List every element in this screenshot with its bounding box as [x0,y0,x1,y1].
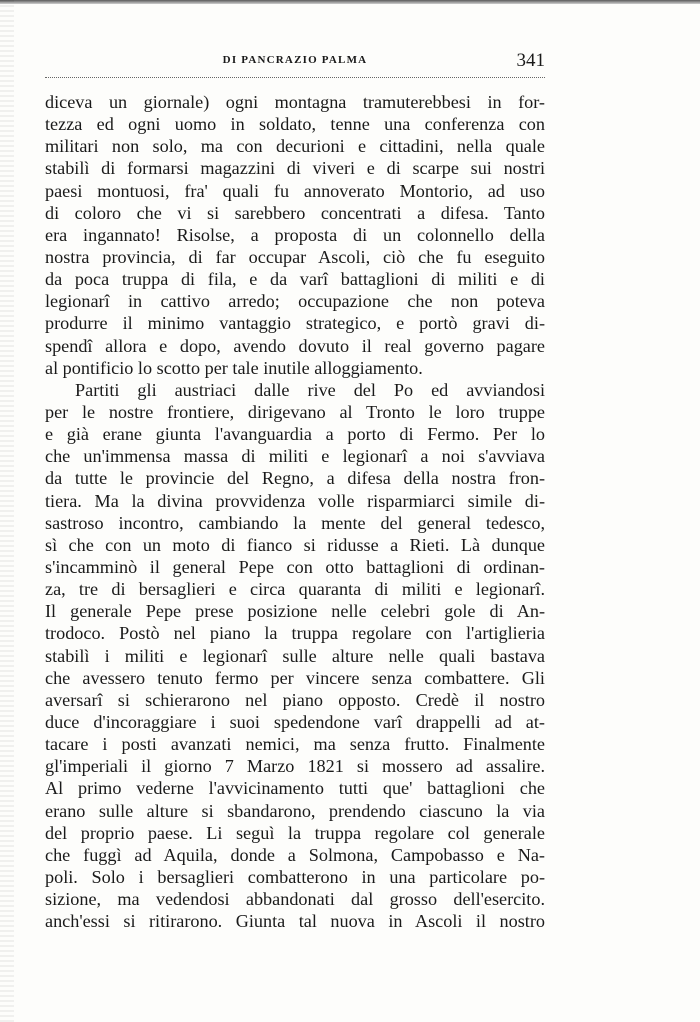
text-line: che fuggì ad Aquila, donde a Solmona, Campobasso e Na- [45,844,545,865]
text-line: gl'imperiali il giorno 7 Marzo 1821 si mossero ad assalire. [45,756,545,777]
text-line: che un'immensa massa di militi e legionarî a noi s'avviava [45,446,545,467]
header-rule [45,77,545,78]
paragraph-2 [45,379,545,933]
text-line: aversarî si schierarono nel piano opposto. Credè il nostro [45,689,545,710]
text-line: poli. Solo i bersaglieri combatterono in una particolare po- [45,866,545,887]
text-line: da tutte le provincie del Regno, a difesa della nostra fron- [45,468,545,489]
text-line: tiera. Ma la divina provvidenza volle risparmiarci simile di- [45,490,545,511]
text-line: sastroso incontro, cambiando la mente del general tedesco, [45,512,545,533]
text-line: tacare i posti avanzati nemici, ma senza frutto. Finalmente [45,734,545,755]
text-line: per le nostre frontiere, dirigevano al Tronto le loro truppe [45,401,545,422]
page-number: 341 [516,50,545,71]
running-title: DI PANCRAZIO PALMA [222,54,368,66]
text-line: anch'essi si ritirarono. Giunta tal nuova in Ascoli il nostro [45,911,545,932]
body-text [45,91,545,932]
text-line: stabilì di formarsi magazzini di viveri e di scarpe sui nostri [45,158,545,179]
text-line: trodoco. Postò nel piano la truppa regolare con l'artiglieria [45,623,545,644]
text-line: Partiti gli austriaci dalle rive del Po ed avviandosi [75,379,545,400]
text-line: di coloro che vi si sarebbero concentrati a difesa. Tanto [45,202,545,223]
text-line: e già erane giunta l'avanguardia a porto di Fermo. Per lo [45,424,545,445]
text-line: al pontificio lo scotto per tale inutile alloggiamento. [45,357,423,378]
text-line: paesi montuosi, fra' quali fu annoverato Montorio, ad uso [45,180,545,201]
text-line: militari non solo, ma con decurioni e cittadini, nella quale [45,136,545,157]
text-line: produrre il minimo vantaggio strategico, e portò gravi di- [45,313,545,334]
text-line: stabilì i militi e legionarî sulle alture nelle quali bastava [45,645,545,666]
text-line: era ingannato! Risolse, a proposta di un colonnello della [45,224,545,245]
paragraph-1 [45,91,545,379]
text-line: da poca truppa di fila, e da varî battaglioni di militi e di [45,269,545,290]
running-head [45,52,545,74]
text-line: erano sulle alture si sbandarono, prendendo ciascuno la via [45,800,545,821]
text-line: del proprio paese. Li seguì la truppa regolare col generale [45,822,545,843]
text-line: s'incamminò il general Pepe con otto battaglioni di ordinan- [45,556,545,577]
text-line: che avessero tenuto fermo per vincere senza combattere. Gli [45,667,545,688]
text-line: za, tre di bersaglieri e circa quaranta di militi e legionarî. [45,579,545,600]
text-line: sizione, ma vedendosi abbandonati dal grosso dell'esercito. [45,889,545,910]
text-line: Il generale Pepe prese posizione nelle celebri gole di An- [45,601,545,622]
text-line: nostra provincia, di far occupar Ascoli, ciò che fu eseguito [45,246,545,267]
text-line: legionarî in cattivo arredo; occupazione che non poteva [45,291,545,312]
text-line: spendî allora e dopo, avendo dovuto il real governo pagare [45,335,545,356]
text-line: tezza ed ogni uomo in soldato, tenne una conferenza con [45,114,545,135]
text-line: Al primo vederne l'avvicinamento tutti que' battaglioni che [45,778,545,799]
scan-top-edge [0,0,700,4]
scan-left-edge [0,0,14,1022]
text-line: diceva un giornale) ogni montagna tramuterebbesi in for- [45,92,545,112]
text-line: sì che con un moto di fianco si ridusse a Rieti. Là dunque [45,534,545,555]
text-line: duce d'incoraggiare i suoi spedendone varî drappelli ad at- [45,711,545,732]
